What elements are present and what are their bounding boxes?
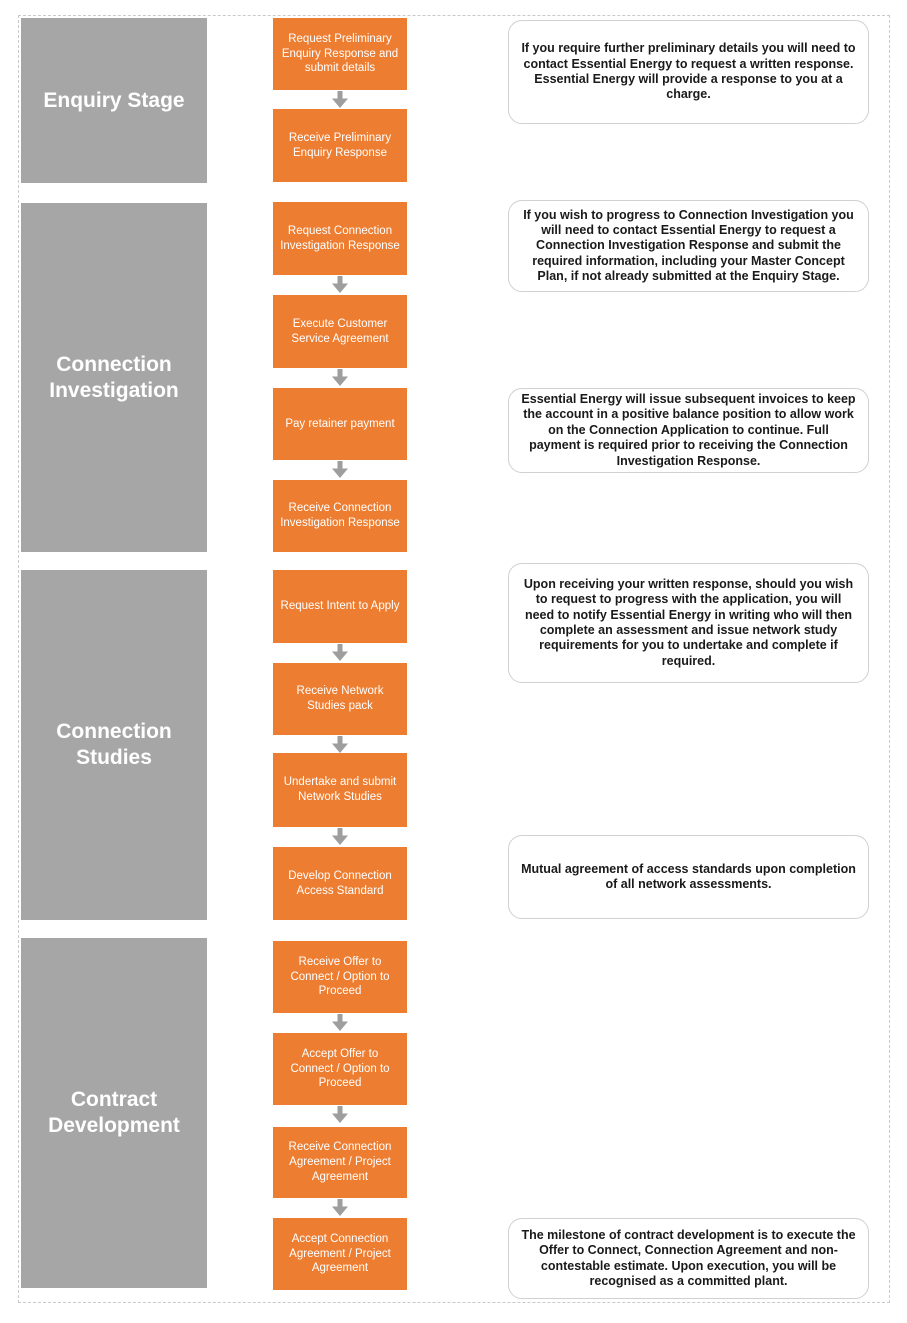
step-develop-connection-access-standard [273, 847, 407, 920]
step-label: Accept Connection Agreement / Project Agreement [289, 1232, 391, 1275]
step-receive-connection-agreement [273, 1127, 407, 1198]
step-label: Request Intent to Apply [280, 600, 400, 613]
step-label: Develop Connection Access Standard [288, 869, 392, 897]
step-label: Pay retainer payment [285, 417, 395, 430]
down-arrow-icon [331, 369, 349, 386]
step-label: Undertake and submit Network Studies [283, 776, 397, 803]
down-arrow-icon [331, 736, 349, 753]
step-label: Receive Offer to Connect / Option to Proceed [290, 955, 390, 998]
note-written-response [508, 563, 869, 683]
step-label: Receive Network Studies pack [296, 685, 384, 712]
note-text: Upon receiving your written response, should you wish to request to progress with the application, you will need to notify Essential Energy in writing who will then complete an assessment and issue network study requirements for you to undertake and complete if required. [523, 576, 854, 668]
note-contract-milestone [508, 1218, 869, 1299]
down-arrow-icon [331, 828, 349, 845]
note-progress-to-investigation [508, 200, 869, 292]
step-undertake-submit-network-studies [273, 753, 407, 827]
step-label: Request Connection Investigation Response [280, 224, 400, 252]
stage-enquiry [21, 18, 207, 183]
step-accept-offer-to-connect [273, 1033, 407, 1105]
step-request-intent-to-apply [273, 570, 407, 643]
note-mutual-agreement [508, 835, 869, 919]
stage-label: Enquiry Stage [43, 88, 185, 112]
step-receive-preliminary-enquiry [273, 109, 407, 182]
stage-connection-investigation [21, 203, 207, 552]
down-arrow-icon [331, 91, 349, 108]
note-text: If you wish to progress to Connection Investigation you will need to contact Essential Energy to request a Connection Investigation Response and submit the required information, including your Master Concept Plan, if not already submitted at the Enquiry Stage. [523, 207, 854, 284]
down-arrow-icon [331, 276, 349, 293]
stage-connection-studies [21, 570, 207, 920]
stage-label: Contract Development [48, 1088, 180, 1137]
note-preliminary-details [508, 20, 869, 124]
step-label: Execute Customer Service Agreement [291, 317, 389, 345]
note-text: If you require further preliminary details you will need to contact Essential Energy to request a written response. Essential Energy will provide a response to you at a charge. [521, 41, 856, 102]
step-request-connection-investigation [273, 202, 407, 275]
down-arrow-icon [331, 1199, 349, 1216]
step-label: Request Preliminary Enquiry Response and submit details [281, 32, 399, 75]
note-text: Mutual agreement of access standards upon completion of all network assessments. [521, 861, 856, 891]
down-arrow-icon [331, 644, 349, 661]
stage-contract-development [21, 938, 207, 1288]
note-subsequent-invoices [508, 388, 869, 473]
step-label: Receive Preliminary Enquiry Response [288, 131, 392, 159]
stage-label: Connection Investigation [49, 352, 179, 402]
step-receive-offer-to-connect [273, 941, 407, 1013]
stage-label: Connection Studies [56, 720, 172, 769]
step-label: Accept Offer to Connect / Option to Proceed [290, 1047, 390, 1090]
down-arrow-icon [331, 1014, 349, 1031]
step-request-preliminary-enquiry [273, 18, 407, 90]
step-accept-connection-agreement [273, 1218, 407, 1290]
note-text: The milestone of contract development is to execute the Offer to Connect, Connection Agreement and non-contestable estimate. Upon execution, you will be recognised as a committed plant. [521, 1227, 856, 1288]
down-arrow-icon [331, 1106, 349, 1123]
step-execute-customer-service-agreement [273, 295, 407, 368]
step-receive-network-studies-pack [273, 663, 407, 735]
step-label: Receive Connection Investigation Response [280, 502, 400, 529]
step-pay-retainer-payment [273, 388, 407, 460]
step-receive-connection-investigation-response [273, 480, 407, 552]
down-arrow-icon [331, 461, 349, 478]
step-label: Receive Connection Agreement / Project Agreement [288, 1141, 392, 1183]
note-text: Essential Energy will issue subsequent invoices to keep the account in a positive balance position to allow work on the Connection Application to continue. Full payment is required prior to receiving the Connection Investigation Response. [521, 392, 856, 468]
